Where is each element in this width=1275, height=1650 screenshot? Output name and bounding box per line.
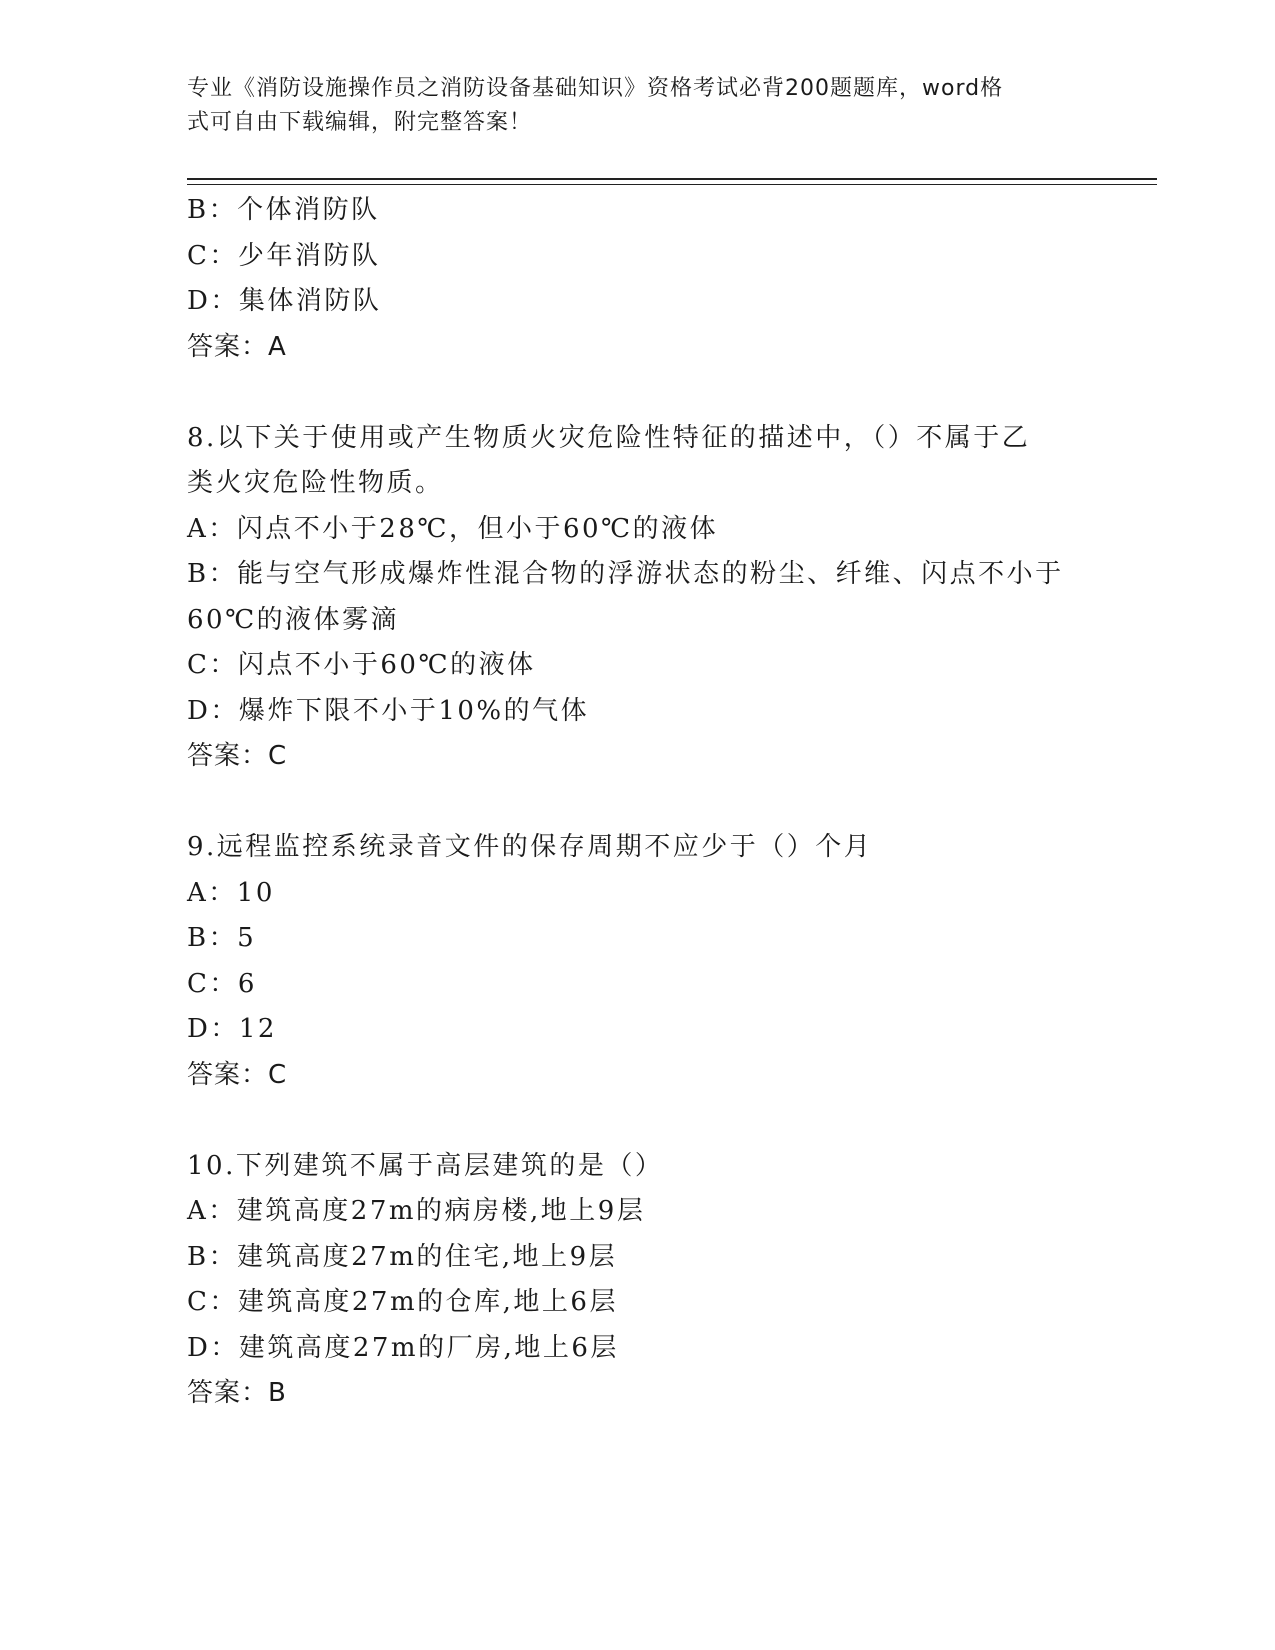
answer-line: 答案：C <box>187 1059 288 1090</box>
question-8 <box>187 416 1087 780</box>
question-list <box>187 188 1087 1417</box>
question-spacer <box>187 780 1087 826</box>
question-spacer <box>187 370 1087 416</box>
option-c: C：6 <box>187 968 257 999</box>
answer-line: 答案：A <box>187 331 287 362</box>
option-b-line-1: B：能与空气形成爆炸性混合物的浮游状态的粉尘、纤维、闪点不小于 <box>187 559 1064 589</box>
option-c: C：闪点不小于60℃的液体 <box>187 650 536 680</box>
option-d: D：建筑高度27m的厂房,地上6层 <box>187 1332 619 1363</box>
question-7-tail <box>187 188 1087 370</box>
option-d: D：集体消防队 <box>187 286 382 316</box>
header-line-1: 专业《消防设施操作员之消防设备基础知识》资格考试必背200题题库，word格 <box>187 76 1004 101</box>
option-a: A：闪点不小于28℃，但小于60℃的液体 <box>187 513 719 544</box>
option-b-line-2: 60℃的液体雾滴 <box>187 604 400 635</box>
option-d: D：12 <box>187 1014 277 1044</box>
question-text: 10.下列建筑不属于高层建筑的是（） <box>187 1150 664 1181</box>
option-b: B：建筑高度27m的住宅,地上9层 <box>187 1241 618 1272</box>
option-d: D：爆炸下限不小于10%的气体 <box>187 695 590 726</box>
option-c: C：少年消防队 <box>187 240 381 271</box>
header-line-2: 式可自由下载编辑，附完整答案！ <box>187 110 533 135</box>
option-b: B：个体消防队 <box>187 195 380 225</box>
header-divider-thin <box>187 184 1157 185</box>
option-c: C：建筑高度27m的仓库,地上6层 <box>187 1287 618 1317</box>
option-a: A：10 <box>187 877 275 908</box>
header-divider-thick <box>187 178 1157 180</box>
question-text-line-1: 8.以下关于使用或产生物质火灾危险性特征的描述中，（）不属于乙 <box>187 422 1031 453</box>
question-text: 9.远程监控系统录音文件的保存周期不应少于（）个月 <box>187 832 873 862</box>
question-10 <box>187 1144 1087 1417</box>
answer-line: 答案：C <box>187 741 288 771</box>
question-text-line-2: 类火灾危险性物质。 <box>187 468 444 498</box>
question-spacer <box>187 1098 1087 1144</box>
question-9 <box>187 825 1087 1098</box>
answer-line: 答案：B <box>187 1378 287 1408</box>
option-b: B：5 <box>187 923 257 953</box>
document-header <box>187 72 1067 140</box>
option-a: A：建筑高度27m的病房楼,地上9层 <box>187 1196 646 1226</box>
